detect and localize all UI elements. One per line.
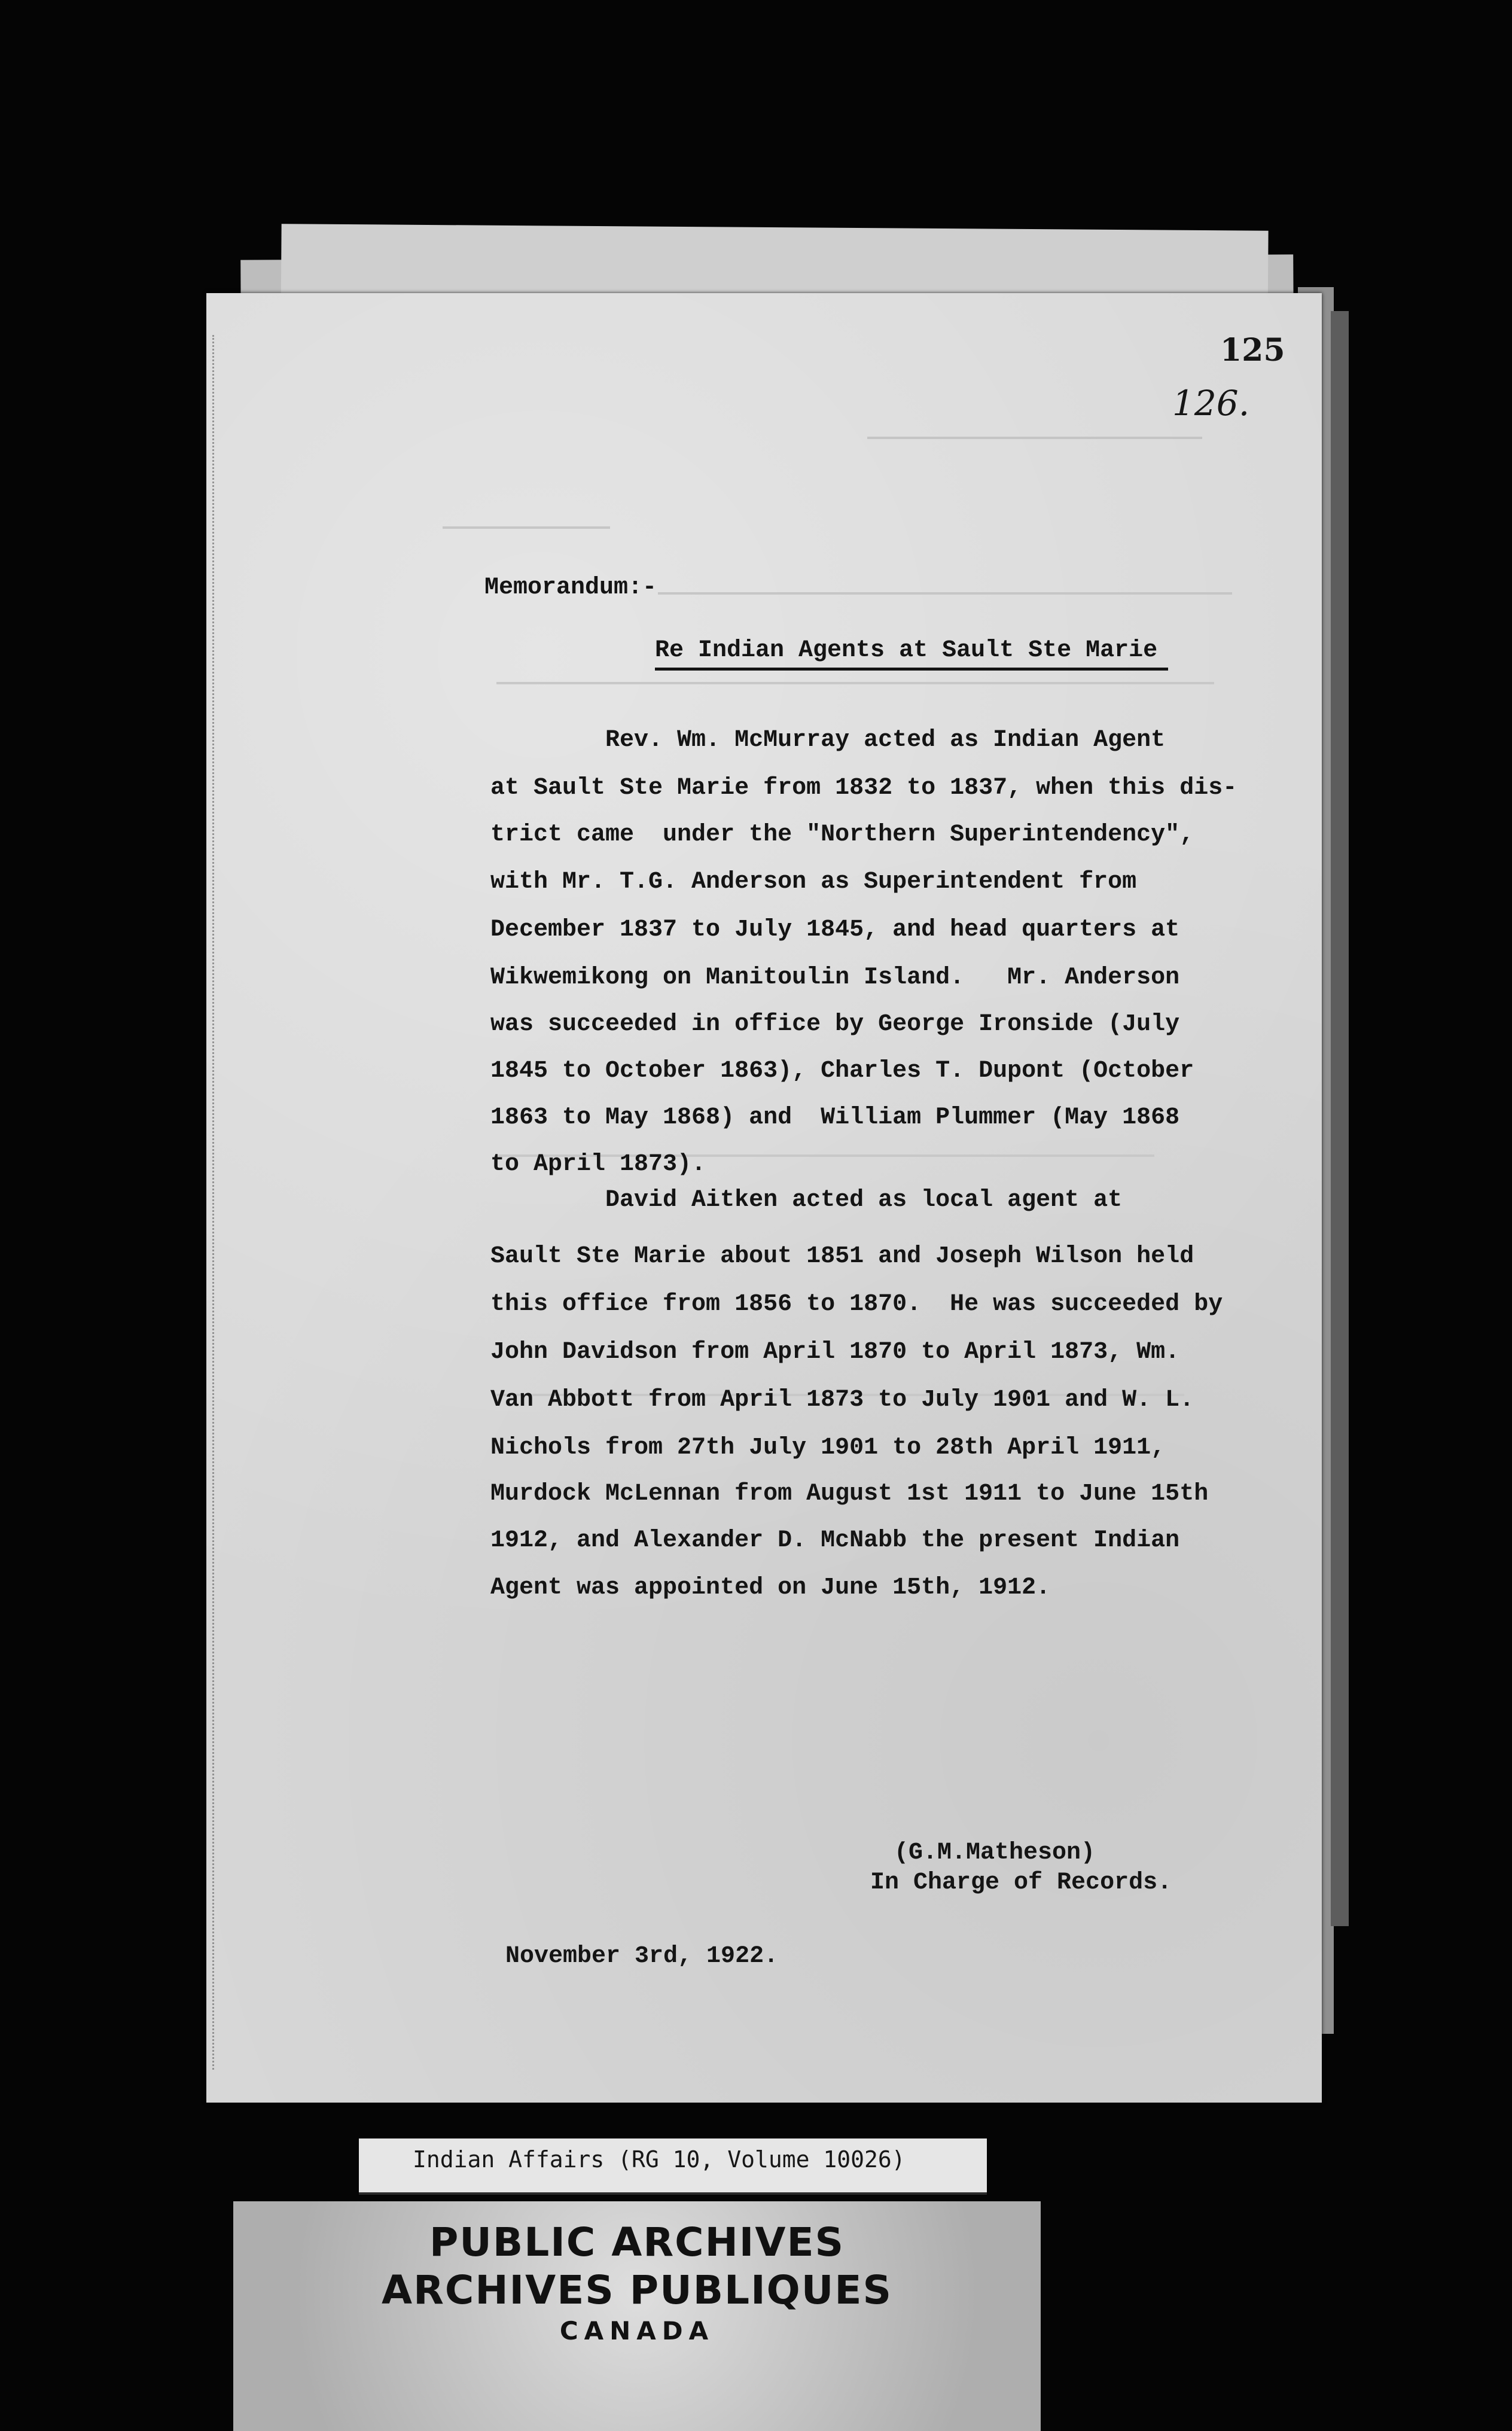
bleed-through — [658, 592, 1232, 595]
archive-reference-label: Indian Affairs (RG 10, Volume 10026) — [413, 2146, 906, 2173]
signature-name: (G.M.Matheson) — [894, 1839, 1096, 1866]
memo-heading: Memorandum:- — [484, 574, 657, 601]
stamp-line-country: CANADA — [559, 2316, 715, 2345]
memo-line: to April 1873). — [490, 1151, 706, 1178]
stamp-line-french: ARCHIVES PUBLIQUES — [381, 2267, 892, 2313]
signature-title: In Charge of Records. — [870, 1869, 1172, 1896]
memo-subject: Re Indian Agents at Sault Ste Marie — [655, 637, 1168, 671]
memo-line: trict came under the "Northern Superintendency", — [490, 821, 1194, 848]
memo-line: John Davidson from April 1870 to April 1873, Wm. — [490, 1339, 1180, 1366]
memo-line: Agent was appointed on June 15th, 1912. — [490, 1574, 1051, 1601]
bleed-through — [443, 526, 610, 529]
handwritten-folio-number: 126. — [1172, 383, 1250, 424]
memo-line: Wikwemikong on Manitoulin Island. Mr. Anderson — [490, 964, 1180, 991]
memo-line: with Mr. T.G. Anderson as Superintendent from — [490, 869, 1137, 895]
memo-line: December 1837 to July 1845, and head quarters at — [490, 916, 1180, 943]
memo-date: November 3rd, 1922. — [505, 1943, 779, 1970]
sheet-edge — [1331, 311, 1349, 1926]
memo-line: 1863 to May 1868) and William Plummer (May 1868 — [490, 1104, 1180, 1131]
memo-line: David Aitken acted as local agent at — [490, 1187, 1123, 1214]
memo-line: was succeeded in office by George Ironside (July — [490, 1011, 1180, 1038]
stamp-line-english: PUBLIC ARCHIVES — [429, 2219, 845, 2265]
memo-line: Nichols from 27th July 1901 to 28th April 1911, — [490, 1434, 1166, 1461]
memo-line: Murdock McLennan from August 1st 1911 to June 15th — [490, 1480, 1209, 1507]
bleed-through — [496, 682, 1214, 684]
memo-line: this office from 1856 to 1870. He was succeeded by — [490, 1291, 1223, 1318]
memo-line: 1845 to October 1863), Charles T. Dupont (October — [490, 1058, 1194, 1084]
memo-line: Rev. Wm. McMurray acted as Indian Agent — [490, 727, 1166, 754]
bleed-through — [867, 437, 1202, 439]
memo-line: at Sault Ste Marie from 1832 to 1837, when this dis- — [490, 775, 1237, 802]
memo-line: Sault Ste Marie about 1851 and Joseph Wilson held — [490, 1243, 1194, 1270]
memo-line: Van Abbott from April 1873 to July 1901 and W. L. — [490, 1387, 1194, 1413]
binding-holes — [212, 335, 222, 2070]
stamped-folio-number: 125 — [1220, 332, 1285, 368]
memo-line: 1912, and Alexander D. McNabb the present Indian — [490, 1527, 1180, 1554]
